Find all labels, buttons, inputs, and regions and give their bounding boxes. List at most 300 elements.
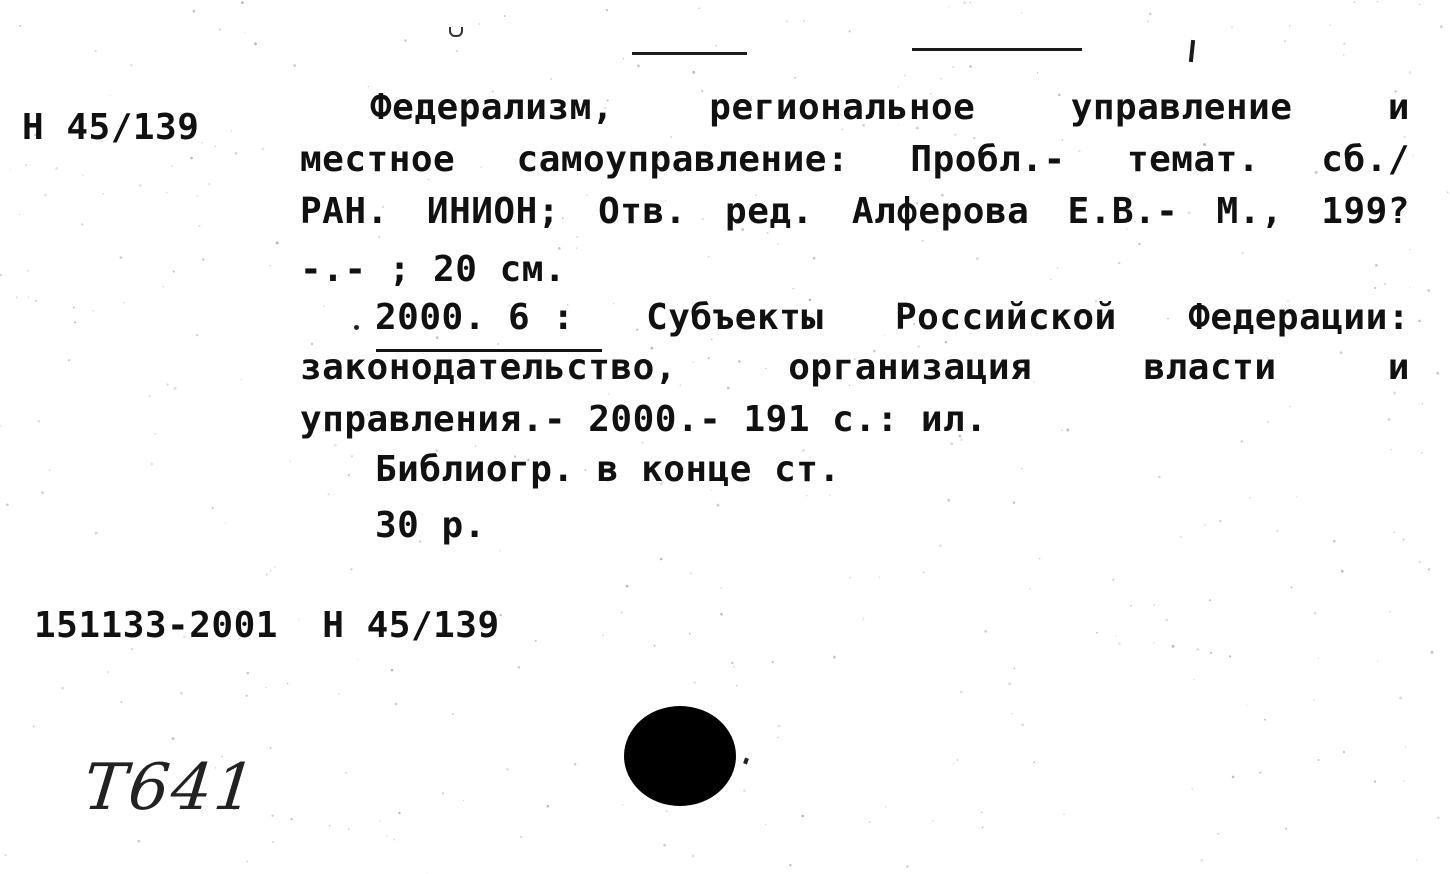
speck (1197, 648, 1199, 650)
speck (1393, 392, 1396, 395)
speck (92, 310, 94, 312)
speck (73, 307, 75, 309)
speck (1403, 780, 1405, 782)
speck (576, 236, 578, 238)
speck (1030, 588, 1031, 589)
speck (1200, 859, 1203, 862)
speck (293, 64, 296, 67)
entry-line-5 (375, 298, 1410, 338)
speck (1374, 780, 1376, 782)
speck (1389, 611, 1391, 613)
speck (720, 613, 723, 616)
speck (1232, 776, 1235, 779)
speck (789, 864, 791, 866)
speck (1166, 619, 1168, 621)
speck (1013, 667, 1015, 669)
speck (922, 240, 924, 242)
top-rule-left (632, 52, 747, 55)
speck (1419, 4, 1420, 5)
speck (1412, 155, 1413, 156)
speck (1416, 859, 1418, 861)
speck (102, 193, 103, 194)
speck (270, 570, 272, 572)
speck (1277, 530, 1278, 531)
punch-hole (624, 706, 736, 806)
speck (1427, 289, 1430, 292)
speck (463, 800, 465, 802)
speck (772, 661, 774, 663)
speck (270, 747, 272, 749)
speck (1118, 642, 1120, 644)
speck (932, 820, 933, 821)
speck (1409, 71, 1412, 74)
entry-line-7: управления.- 2000.- 191 с.: ил. (300, 399, 988, 440)
speck (1231, 27, 1232, 28)
speck (717, 504, 720, 507)
word: ИНИОН; (426, 191, 560, 232)
speck (500, 614, 502, 616)
speck (4, 854, 6, 856)
speck (27, 270, 29, 272)
speck (960, 691, 963, 694)
speck (334, 444, 337, 447)
speck (518, 666, 521, 669)
speck (731, 662, 733, 664)
speck (351, 455, 353, 457)
speck (1242, 252, 1243, 253)
speck (44, 194, 47, 197)
speck (95, 532, 98, 535)
speck (1422, 403, 1423, 404)
word: Российской (894, 297, 1117, 338)
speck (290, 818, 292, 820)
speck (81, 223, 83, 225)
speck (110, 95, 112, 97)
speck (1180, 536, 1182, 538)
speck (214, 145, 216, 147)
speck (1314, 612, 1317, 615)
speck (1008, 682, 1011, 685)
speck (1289, 406, 1291, 408)
speck (1021, 723, 1024, 726)
speck (1033, 761, 1035, 763)
speck (970, 2, 972, 4)
word: самоуправление: (516, 139, 850, 180)
speck (266, 687, 267, 688)
speck (715, 45, 717, 47)
speck (131, 648, 134, 651)
speck (623, 58, 624, 59)
speck (150, 463, 153, 466)
speck (368, 86, 369, 87)
speck (120, 701, 122, 703)
speck (196, 195, 198, 197)
speck (123, 302, 124, 303)
speck (398, 812, 400, 814)
speck (378, 236, 380, 238)
speck (276, 242, 279, 245)
speck (311, 343, 313, 345)
speck (173, 271, 175, 273)
speck (1172, 645, 1175, 648)
speck (270, 265, 271, 266)
speck (395, 703, 398, 706)
speck (139, 184, 142, 187)
speck (190, 157, 193, 160)
speck (806, 495, 807, 496)
bibliography-note: Библиогр. в конце ст. (375, 449, 841, 490)
speck (1218, 833, 1220, 835)
speck (1219, 520, 1221, 522)
speck (1011, 713, 1012, 714)
speck (1285, 828, 1287, 830)
speck (0, 425, 1, 427)
speck (95, 50, 97, 52)
speck (550, 78, 552, 80)
speck (245, 695, 247, 697)
speck (711, 338, 713, 340)
speck (348, 474, 350, 476)
speck (948, 6, 949, 7)
speck (274, 566, 276, 568)
speck (1130, 605, 1132, 607)
speck (1191, 788, 1192, 789)
speck (272, 841, 274, 843)
speck (171, 165, 173, 167)
speck (506, 768, 509, 771)
speck (1229, 655, 1231, 657)
speck (41, 491, 43, 493)
speck (626, 585, 629, 588)
speck (849, 577, 851, 579)
word: 199? (1321, 191, 1410, 232)
speck (19, 214, 20, 215)
shelf-mark: Н 45/139 (22, 107, 200, 148)
speck (452, 713, 454, 715)
speck (201, 142, 202, 143)
speck (1013, 502, 1015, 504)
speck (456, 50, 458, 52)
speck (289, 460, 291, 462)
speck (720, 587, 722, 589)
speck (1204, 524, 1205, 525)
speck (10, 169, 11, 170)
speck (939, 544, 942, 547)
entry-line-1 (370, 88, 1410, 128)
speck (1037, 72, 1038, 73)
speck (777, 737, 779, 739)
entry-line-4: -.- ; 20 см. (300, 249, 567, 290)
speck (1149, 13, 1152, 16)
speck (442, 792, 444, 794)
speck (1118, 262, 1120, 264)
speck (984, 630, 987, 633)
speck (670, 136, 672, 138)
speck (940, 77, 942, 79)
speck (1374, 287, 1376, 289)
speck (1333, 540, 1336, 543)
speck (602, 635, 604, 637)
speck (945, 341, 948, 344)
word: Федерализм, (370, 87, 614, 128)
speck (1384, 283, 1386, 285)
speck (328, 493, 330, 495)
entry-line-3 (300, 192, 1410, 232)
speck (130, 64, 133, 67)
speck (19, 25, 21, 27)
speck (906, 865, 909, 868)
speck (1313, 699, 1314, 700)
lead-dot (354, 325, 359, 330)
speck (426, 872, 427, 873)
speck (323, 305, 325, 307)
speck (766, 232, 768, 234)
speck (55, 167, 58, 170)
speck (1154, 605, 1155, 606)
speck (244, 32, 245, 33)
speck (1437, 817, 1439, 819)
speck (1343, 751, 1346, 754)
speck (241, 1, 244, 4)
speck (1436, 372, 1439, 375)
speck (829, 495, 830, 496)
speck (1021, 468, 1022, 469)
speck (404, 39, 407, 42)
word: организация (788, 347, 1033, 388)
speck (954, 133, 956, 135)
speck (879, 576, 880, 577)
speck (1112, 579, 1114, 581)
speck (622, 804, 624, 806)
speck (1039, 558, 1041, 560)
speck (1264, 719, 1266, 721)
speck (61, 687, 64, 690)
speck (733, 666, 735, 668)
speck (1063, 814, 1064, 815)
speck (271, 814, 273, 816)
speck (923, 572, 925, 574)
speck (698, 7, 700, 9)
speck (1409, 287, 1410, 288)
speck (1318, 658, 1319, 659)
speck (777, 725, 780, 728)
speck (180, 692, 183, 695)
speck (869, 821, 870, 822)
speck (1210, 652, 1212, 654)
word: Алферова (851, 191, 1030, 232)
speck (1050, 279, 1051, 280)
word: и (1387, 347, 1410, 388)
speck (1403, 539, 1405, 541)
entry-line-2 (300, 140, 1410, 180)
speck (606, 9, 608, 11)
speck (38, 420, 41, 423)
speck (1440, 25, 1443, 28)
speck (777, 243, 779, 245)
speck (475, 445, 476, 446)
speck (947, 499, 950, 502)
speck (172, 737, 175, 740)
speck (391, 669, 394, 672)
speck (1399, 697, 1402, 700)
speck (33, 726, 35, 728)
speck (1375, 264, 1378, 267)
speck (969, 65, 971, 67)
speck (1115, 635, 1117, 637)
speck (1394, 532, 1396, 534)
speck (849, 30, 851, 32)
speck (231, 130, 233, 132)
speck (1246, 704, 1247, 705)
word: региональное (709, 87, 976, 128)
speck (1317, 759, 1319, 761)
speck (1289, 25, 1291, 27)
speck (379, 820, 381, 822)
speck (198, 225, 200, 227)
speck (1096, 632, 1098, 634)
speck (357, 659, 358, 660)
speck (386, 835, 387, 836)
speck (663, 844, 666, 847)
speck (692, 71, 695, 74)
speck (803, 20, 805, 22)
speck (743, 789, 746, 792)
speck (174, 387, 177, 390)
speck (547, 805, 550, 808)
speck (1291, 586, 1293, 588)
speck (240, 379, 242, 381)
speck (167, 384, 169, 386)
speck (637, 64, 640, 67)
speck (1158, 476, 1161, 479)
word: Субъекты (646, 297, 824, 338)
speck (833, 656, 836, 659)
speck (28, 296, 29, 297)
speck (212, 507, 214, 509)
speck (786, 21, 787, 22)
speck (1428, 568, 1430, 570)
top-rule-right (912, 48, 1082, 51)
speck (1409, 249, 1410, 250)
speck (148, 395, 151, 398)
volume-number: 2000. 6 : (375, 297, 575, 338)
speck (1391, 449, 1392, 450)
word: темат. (1126, 139, 1260, 180)
speck (665, 810, 667, 812)
price: 30 р. (375, 505, 486, 546)
word: Отв. (598, 191, 687, 232)
speck (794, 77, 796, 79)
speck (841, 128, 843, 130)
speck (982, 826, 984, 828)
speck (1341, 570, 1344, 573)
word: М., (1216, 191, 1284, 232)
speck (1138, 243, 1140, 245)
speck (576, 248, 577, 249)
speck (708, 256, 709, 257)
word: власти (1143, 347, 1277, 388)
speck (504, 15, 506, 17)
speck (154, 433, 156, 435)
speck (25, 164, 27, 166)
speck (953, 763, 955, 765)
speck (1329, 24, 1331, 26)
speck (338, 693, 339, 694)
speck (497, 343, 499, 345)
speck (247, 672, 250, 675)
speck (963, 2, 965, 4)
speck (166, 192, 167, 193)
speck (1377, 660, 1378, 661)
speck (1377, 1, 1379, 3)
entry-line-6 (300, 348, 1410, 388)
speck (345, 772, 347, 774)
speck (329, 825, 331, 827)
speck (202, 258, 204, 260)
word: Пробл.- (910, 139, 1066, 180)
speck (1209, 599, 1211, 601)
speck (82, 175, 83, 176)
speck (137, 840, 140, 843)
speck (1021, 12, 1022, 13)
speck (1267, 421, 1269, 423)
speck (119, 256, 122, 259)
speck (535, 640, 537, 642)
word: местное (300, 139, 456, 180)
speck (16, 296, 18, 298)
speck (348, 828, 350, 830)
speck (225, 522, 226, 523)
speck (1403, 136, 1405, 138)
word: сб./ (1321, 139, 1410, 180)
speck (0, 274, 2, 276)
speck (621, 611, 624, 614)
speck (193, 10, 196, 13)
speck (1250, 497, 1252, 499)
speck (48, 469, 50, 471)
word: законодательство, (300, 347, 677, 388)
word: Федерации: (1188, 297, 1410, 338)
speck (1421, 452, 1423, 454)
speck (246, 860, 248, 862)
speck (1447, 191, 1449, 193)
speck (1194, 679, 1195, 680)
speck (862, 618, 864, 620)
speck (608, 393, 610, 395)
speck (654, 645, 656, 647)
word: управление (1070, 87, 1293, 128)
speck (950, 442, 953, 445)
speck (689, 633, 691, 635)
speck (813, 257, 816, 260)
speck (660, 558, 663, 561)
word: РАН. (300, 191, 389, 232)
speck (1066, 429, 1069, 432)
speck (1296, 496, 1297, 497)
speck (1061, 429, 1063, 431)
speck (801, 815, 804, 818)
speck (1405, 746, 1406, 747)
speck (1343, 43, 1345, 45)
inventory-line: 151133-2001 Н 45/139 (34, 605, 500, 646)
speck (1153, 642, 1154, 643)
speck (1147, 20, 1149, 22)
speck (1259, 771, 1261, 773)
speck (1388, 418, 1391, 421)
speck (219, 28, 221, 30)
speck (691, 854, 694, 857)
speck (68, 359, 70, 361)
